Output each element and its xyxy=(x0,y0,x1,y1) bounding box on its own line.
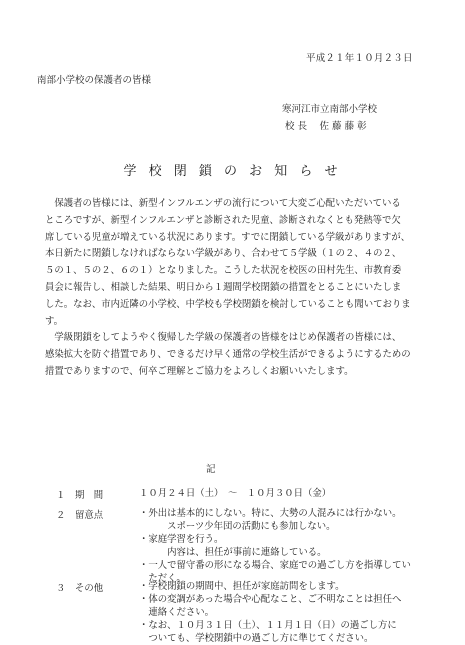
body-line: 学級閉鎖をしてようやく復帰した学級の保護者の皆様をはじめ保護者の皆様には、 xyxy=(45,332,402,344)
detail-line: 内容は、担任が事前に連絡している。 xyxy=(139,547,327,558)
item-detail xyxy=(139,580,401,645)
sender-school: 寒河江市立南部小学校 xyxy=(282,104,378,115)
ki-marker: 記 xyxy=(206,464,216,475)
detail-line: ・体の変調があった場合や心配なこと、ご不明なことは担任へ xyxy=(139,594,402,605)
document-title: 学 校 閉 鎖 の お 知 ら せ xyxy=(123,164,342,179)
detail-line: ・家庭学習を行う。 xyxy=(139,534,224,545)
body-line: 席している児童が増えている状況にあります。すでに閉鎖している学級がありますが、 xyxy=(45,231,411,243)
detail-line: スポーツ少年団の活動にも参加しない。 xyxy=(139,521,336,532)
detail-line: ・なお、１０月３１日（土）、１１月１日（日）の過ごし方に xyxy=(139,620,397,631)
detail-line: ただく。 xyxy=(139,573,186,584)
detail-line: １０月２４日（土） ～ １０月３０日（金） xyxy=(139,488,332,499)
issue-date: 平成２１年１０月２３日 xyxy=(306,53,413,64)
item-label: 留意点 xyxy=(75,510,104,521)
sender-principal: 校 長 佐 藤 藤 彰 xyxy=(285,121,367,132)
item-detail xyxy=(139,507,411,585)
item-label: 期 間 xyxy=(75,490,104,501)
detail-line: ・学校閉鎖の期間中、担任が家庭訪問をします。 xyxy=(139,581,345,592)
body-text xyxy=(45,196,445,381)
body-line: 本日新たに閉鎖しなければならない学級があり、合わせて５学級（１の２、４の２、 xyxy=(45,248,402,260)
body-line: 保護者の皆様には、新型インフルエンザの流行について大変ご心配いただいている xyxy=(45,198,401,209)
detail-line: 連絡ください。 xyxy=(139,607,215,618)
item-label: その他 xyxy=(75,583,104,594)
body-line: 員会に報告し、相談した結果、明日から１週間学校閉鎖の措置をとることにいたしま xyxy=(45,281,402,293)
item-number: ３ xyxy=(56,583,66,594)
body-line: ５の１、５の２、６の１）となりました。こうした状況を校医の田村先生、市教育委 xyxy=(45,265,402,277)
item-number: １ xyxy=(56,490,66,501)
body-line: す。 xyxy=(45,315,63,327)
detail-line: ・一人で留守番の形になる場合、家庭での過ごし方を指導してい xyxy=(139,560,411,571)
item-detail xyxy=(139,487,331,500)
body-line: 措置でありますので、何卒ご理解とご協力をよろしくお願いいたします。 xyxy=(45,365,354,377)
body-line: 感染拡大を防ぐ措置であり、できるだけ早く通常の学校生活ができるようにするための xyxy=(45,349,411,361)
recipient-line: 南部小学校の保護者の皆様 xyxy=(37,75,152,86)
detail-line: ・外出は基本的にしない。特に、大勢の人混みには行かない。 xyxy=(139,508,402,519)
detail-line: ついても、学校閉鎖中の過ごし方に準じてください。 xyxy=(139,633,374,644)
body-line: した。なお、市内近隣の小学校、中学校も学校閉鎖を検討していることも聞いておりま xyxy=(45,298,411,310)
item-number: ２ xyxy=(56,510,66,521)
body-line: ところですが、新型インフルエンザと診断された児童、診断されなくとも発熱等で欠 xyxy=(45,214,401,226)
